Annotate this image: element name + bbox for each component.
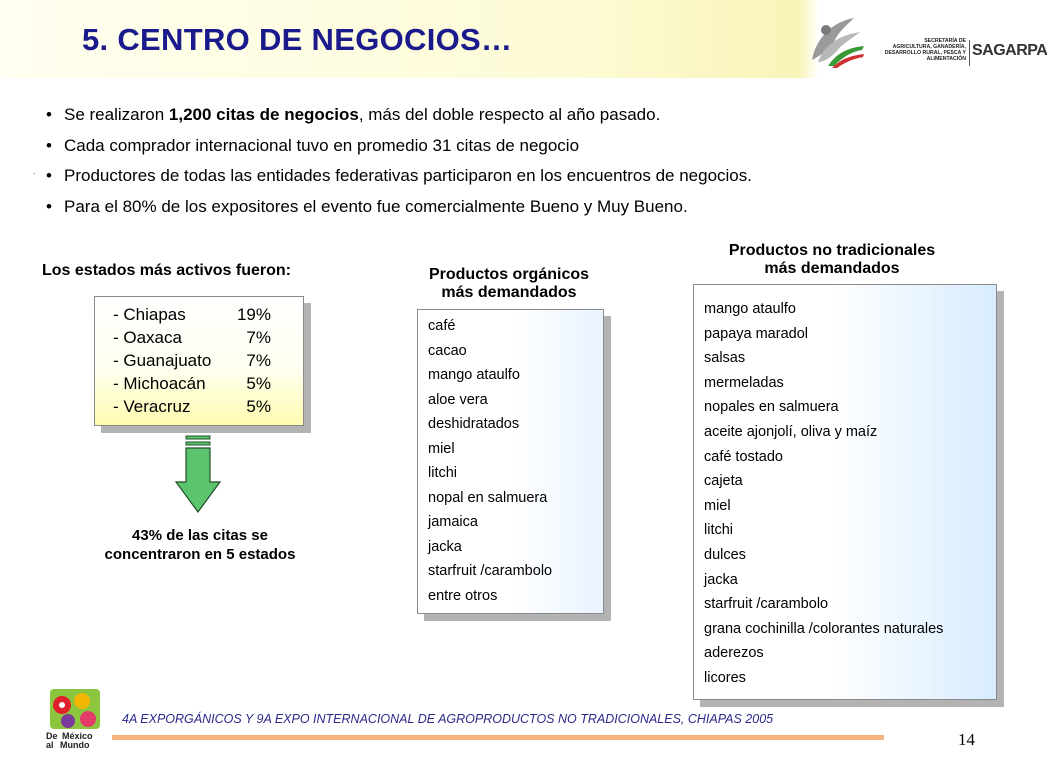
state-row	[113, 351, 271, 371]
de-mexico-al-mundo-logo	[44, 689, 104, 749]
footer-rule	[112, 735, 884, 740]
sagarpa-logo	[806, 10, 1047, 72]
organic-heading-line: más demandados	[441, 284, 577, 301]
list-item: jacka	[428, 538, 462, 555]
logo-word: México	[62, 731, 93, 741]
state-row	[113, 305, 271, 325]
state-pct: 5%	[246, 397, 271, 416]
states-note-line: concentraron en 5 estados	[104, 546, 296, 563]
state-row	[113, 328, 271, 348]
state-pct: 7%	[246, 351, 271, 370]
list-item: mango ataulfo	[704, 301, 796, 317]
list-item: aceite ajonjolí, oliva y maíz	[704, 423, 878, 440]
non-traditional-list	[704, 297, 943, 691]
list-item: nopal en salmuera	[428, 489, 548, 506]
states-note-line: 43% de las citas se	[132, 527, 268, 544]
state-pct: 19%	[236, 305, 271, 324]
state-name: - Guanajuato	[113, 351, 212, 370]
states-note	[80, 526, 320, 564]
list-item: litchi	[704, 522, 734, 539]
list-item: jacka	[704, 571, 738, 588]
list-item: cacao	[428, 342, 467, 359]
page-number: 14	[958, 730, 975, 749]
bullet-item	[44, 100, 752, 131]
list-item: papaya maradol	[704, 325, 808, 342]
bullet-item: • Cada comprador internacional tuvo en promedio 31 citas de negocio	[44, 131, 752, 162]
list-item: licores	[704, 669, 746, 686]
state-row	[113, 397, 271, 417]
logo-line-1: SECRETARÍA DE	[924, 38, 966, 44]
list-item: nopales en salmuera	[704, 399, 839, 416]
logo-line-3: DESARROLLO RURAL, PESCA Y ALIMENTACIÓN	[884, 50, 966, 62]
non-traditional-heading-line: Productos no tradicionales	[728, 242, 936, 259]
stray-mark: .	[33, 166, 36, 176]
footer-text: 4A EXPORGÁNICOS Y 9A EXPO INTERNACIONAL DE AGROPRODUCTOS NO TRADICIONALES, CHIAPAS 2005	[122, 712, 774, 726]
list-item: litchi	[428, 465, 458, 481]
state-name: - Veracruz	[113, 397, 191, 416]
states-heading: Los estados más activos fueron:	[42, 262, 291, 279]
logo-line-2: AGRICULTURA, GANADERÍA,	[892, 44, 966, 50]
logo-brand: SAGARPA	[972, 42, 1047, 59]
non-traditional-products-box	[693, 284, 997, 700]
list-item: mermeladas	[704, 374, 784, 391]
non-traditional-heading-line: más demandados	[764, 260, 900, 277]
list-item: starfruit /carambolo	[428, 563, 553, 579]
organic-heading	[404, 266, 614, 302]
logo-word: al	[46, 740, 54, 750]
list-item: grana cochinilla /colorantes naturales	[704, 620, 944, 637]
state-name: - Oaxaca	[113, 328, 182, 347]
state-pct: 7%	[246, 328, 271, 347]
organic-list	[428, 314, 552, 608]
logo-text	[868, 38, 966, 62]
logo-word: Mundo	[60, 740, 90, 750]
list-item: deshidratados	[428, 416, 520, 432]
logo-separator	[969, 40, 970, 66]
states-box	[94, 296, 304, 426]
eagle-emblem-icon	[806, 10, 866, 72]
list-item: café tostado	[704, 448, 783, 465]
list-item: miel	[428, 440, 455, 457]
list-item: entre otros	[428, 587, 498, 604]
list-item: café	[428, 318, 456, 334]
list-item: miel	[704, 497, 731, 514]
state-name: - Chiapas	[113, 305, 186, 324]
list-item: starfruit /carambolo	[704, 596, 829, 613]
logo-word: De	[46, 731, 58, 741]
list-item: aloe vera	[428, 391, 488, 408]
list-item: aderezos	[704, 645, 764, 662]
non-traditional-heading	[692, 242, 972, 278]
state-name: - Michoacán	[113, 374, 206, 393]
state-row	[113, 374, 271, 394]
list-item: jamaica	[428, 514, 478, 530]
bullet-text: Se realizaron	[64, 105, 169, 124]
list-item: cajeta	[704, 473, 743, 490]
list-item: dulces	[704, 546, 746, 563]
bullet-bold: 1,200 citas de negocios	[168, 105, 359, 124]
list-item: mango ataulfo	[428, 367, 520, 383]
page-title: 5. CENTRO DE NEGOCIOS…	[82, 22, 513, 57]
bullet-text: , más del doble respecto al año pasado.	[358, 105, 661, 124]
bullet-list	[44, 100, 752, 222]
organic-heading-line: Productos orgánicos	[428, 266, 590, 283]
organic-products-box	[417, 309, 604, 614]
bullet-item: • Para el 80% de los expositores el evento fue comercialmente Bueno y Muy Bueno.	[44, 192, 752, 223]
list-item: salsas	[704, 350, 746, 367]
state-pct: 5%	[246, 374, 271, 393]
bullet-item: • Productores de todas las entidades federativas participaron en los encuentros de negocios.	[44, 161, 752, 192]
down-arrow-icon	[174, 436, 222, 514]
